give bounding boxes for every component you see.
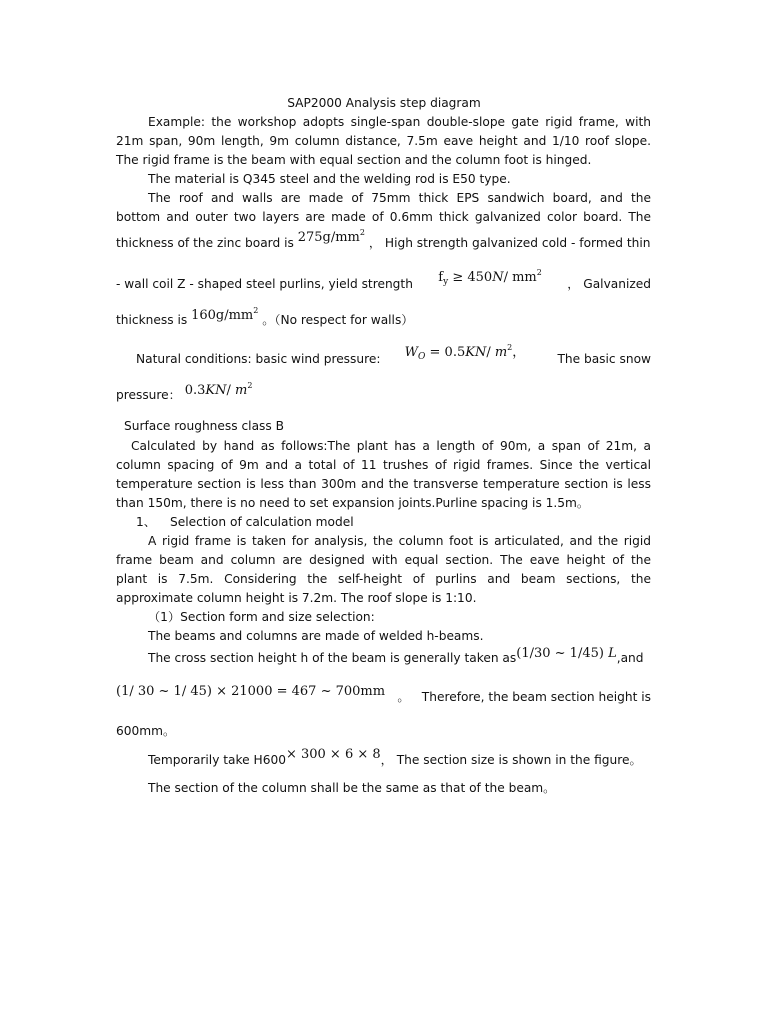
paragraph-natural-conditions <box>136 343 651 372</box>
paragraph-calc-line-4: than 150m, there is no need to set expansion joints.Purline spacing is 1.5m。 <box>116 496 590 510</box>
beam-height-formula: (1/ 30 ~ 1/ 45) × 21000 = 467 ~ 700mm <box>116 684 386 699</box>
galvanized-thickness-text: thickness is <box>116 313 188 327</box>
superscript: 2 <box>536 268 542 277</box>
h-section-text: Temporarily take H600 <box>148 753 286 767</box>
section-title: Selection of calculation model <box>169 515 354 529</box>
math-unit-m: m <box>494 345 508 360</box>
ratio-value: (1/30 ~ 1/45) <box>516 646 604 661</box>
paragraph-column-section: The section of the column shall be the same as that of the beam。 <box>148 781 556 795</box>
purlin-intro-text: ， High strength galvanized cold - formed thin <box>368 236 651 250</box>
galvanized-label: ， Galvanized <box>567 277 651 291</box>
paragraph-example-line-1: Example: the workshop adopts single-span double-slope gate rigid frame, with <box>148 115 651 129</box>
section-number: 1、 <box>136 515 156 529</box>
walls-note: 。（No respect for walls） <box>262 313 414 327</box>
math-value: = 0.5 <box>429 345 466 360</box>
superscript: 2 <box>253 306 259 315</box>
math-unit-mm: / mm <box>503 270 537 285</box>
snow-pressure-formula <box>185 383 253 398</box>
wind-pressure-label: Natural conditions: basic wind pressure: <box>136 352 381 366</box>
zinc-thickness-formula <box>298 230 365 245</box>
math-f: f <box>438 270 444 285</box>
math-slash: / <box>226 383 236 398</box>
paragraph-roof-line-1: The roof and walls are made of 75mm thick EPS sandwich board, and the <box>148 191 651 205</box>
zinc-thickness-text: thickness of the zinc board is <box>116 236 294 250</box>
section-size-text: ， The section size is shown in the figure。 <box>380 753 642 767</box>
paragraph-calc-line-3: temperature section is less than 300m and the transverse temperature section is less <box>116 477 651 491</box>
paragraph-model-line-4: approximate column height is 7.2m. The roof slope is 1:10. <box>116 591 477 605</box>
paragraph-roof-line-2: bottom and outer two layers are made of 0.6mm thick galvanized color board. The <box>116 210 651 224</box>
superscript: 2 <box>247 381 253 390</box>
math-slash: / <box>486 345 495 360</box>
paragraph-calc-line-2: column spacing of 9m and a total of 11 trushes of rigid frames. Since the vertical <box>116 458 651 472</box>
paragraph-model-line-3: plant is 7.5m. Considering the self-height of purlins and beam sections, the <box>116 572 651 586</box>
beam-height-text: Therefore, the beam section height is <box>421 690 651 704</box>
paragraph-temporary-take <box>148 747 651 769</box>
paragraph-roof-line-5 <box>116 306 651 329</box>
pressure-label: pressure： <box>116 388 181 402</box>
galvanized-thickness-value: 160g/mm <box>191 308 254 323</box>
paragraph-model-line-1: A rigid frame is taken for analysis, the column foot is articulated, and the rigid <box>148 534 651 548</box>
cross-section-text: The cross section height h of the beam is generally taken as <box>148 651 517 665</box>
paragraph-roughness: Surface roughness class B <box>124 419 284 433</box>
math-unit-kn: KN <box>205 383 227 398</box>
paragraph-roof-line-4 <box>116 268 651 297</box>
paragraph-cross-section <box>148 646 651 667</box>
paragraph-material: The material is Q345 steel and the welding rod is E50 type. <box>148 172 511 186</box>
paragraph-example-line-2: 21m span, 90m length, 9m column distance, 7.5m eave height and 1/10 roof slope. <box>116 134 651 148</box>
superscript: 2 <box>359 228 365 237</box>
ratio-formula <box>516 646 616 661</box>
wind-pressure-formula <box>405 345 526 365</box>
doc-title: SAP2000 Analysis step diagram <box>287 96 481 110</box>
purlin-text: - wall coil Z - shaped steel purlins, yield strength <box>116 277 413 291</box>
paragraph-snow-pressure <box>116 381 651 404</box>
subsection-heading: （1）Section form and size selection: <box>148 610 375 624</box>
period: 。 <box>397 690 410 704</box>
math-value: ≥ 450 <box>452 270 493 285</box>
galvanized-thickness-formula <box>191 308 258 323</box>
paragraph-h-beams: The beams and columns are made of welded h-beams. <box>148 629 484 643</box>
paragraph-example-line-3: The rigid frame is the beam with equal section and the column foot is hinged. <box>116 153 592 167</box>
math-l: L <box>608 646 617 661</box>
section-heading-1 <box>136 514 671 530</box>
yield-strength-formula <box>438 270 542 290</box>
paragraph-roof-line-3 <box>116 228 651 252</box>
math-unit-n: N <box>492 270 504 285</box>
zinc-thickness-value: 275g/mm <box>297 230 360 245</box>
and-text: ,and <box>616 651 644 665</box>
paragraph-beam-height <box>116 684 651 706</box>
math-value: 0.3 <box>184 383 206 398</box>
math-w: W <box>404 345 418 360</box>
math-unit-kn: KN <box>465 345 487 360</box>
snow-pressure-label: The basic snow <box>557 352 651 366</box>
h-section-formula: × 300 × 6 × 8 <box>285 747 381 762</box>
paragraph-model-line-2: frame beam and column are designed with equal section. The eave height of the <box>116 553 651 567</box>
math-sub-o: O <box>418 352 426 362</box>
math-unit-m: m <box>235 383 248 398</box>
comma: ， <box>512 345 526 360</box>
paragraph-calc-line-1: Calculated by hand as follows:The plant has a length of 90m, a span of 21m, a <box>131 439 651 453</box>
beam-height-value: 600mm。 <box>116 724 176 738</box>
superscript: 2 <box>507 343 513 352</box>
math-sub-y: y <box>443 277 449 287</box>
